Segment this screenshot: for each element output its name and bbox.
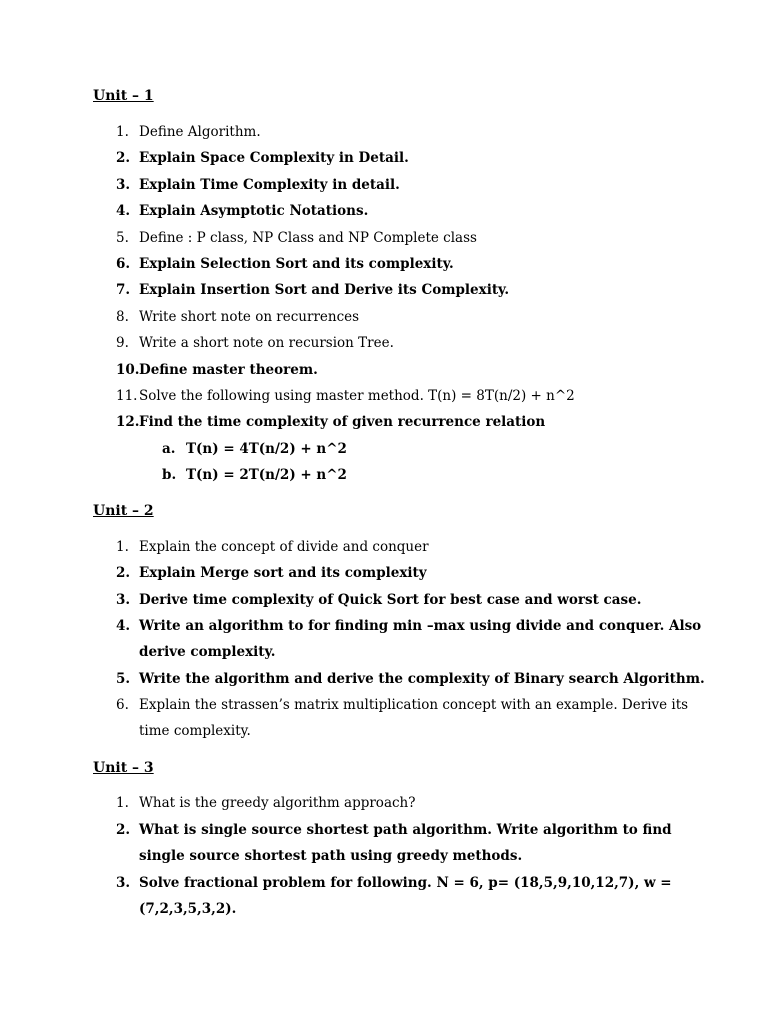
question-text-continued: (7,2,3,5,3,2). xyxy=(139,901,237,917)
question-text: Explain Insertion Sort and Derive its Complexity. xyxy=(139,282,510,298)
subitem-text: T(n) = 4T(n/2) + n^2 xyxy=(186,441,347,457)
subitem-text: T(n) = 2T(n/2) + n^2 xyxy=(186,467,347,483)
question-number: 8. xyxy=(116,309,129,325)
question-number: 11. xyxy=(116,388,138,404)
question-text: Define Algorithm. xyxy=(139,124,261,140)
question-text: Explain Selection Sort and its complexity. xyxy=(139,256,454,272)
question-number: 1. xyxy=(116,795,129,811)
question-number: 6. xyxy=(116,697,129,713)
question-text: Define : P class, NP Class and NP Complete class xyxy=(139,230,477,246)
question-text: Solve fractional problem for following. N = 6, p= (18,5,9,10,12,7), w = xyxy=(139,875,672,891)
question-text: Explain Merge sort and its complexity xyxy=(139,565,427,581)
question-number: 9. xyxy=(116,335,129,351)
unit-3-heading: Unit – 3 xyxy=(93,760,154,776)
question-text: Solve the following using master method. T(n) = 8T(n/2) + n^2 xyxy=(139,388,575,404)
subitem-letter: b. xyxy=(162,467,177,483)
question-text: Write the algorithm and derive the complexity of Binary search Algorithm. xyxy=(139,671,705,687)
question-number: 2. xyxy=(116,822,131,838)
question-text: Explain the strassen’s matrix multiplication concept with an example. Derive its xyxy=(139,697,689,713)
question-number: 6. xyxy=(116,256,131,272)
question-text: Write short note on recurrences xyxy=(139,309,360,325)
unit-1-heading: Unit – 1 xyxy=(93,88,154,104)
question-text: What is the greedy algorithm approach? xyxy=(139,795,416,811)
question-text: Explain Asymptotic Notations. xyxy=(139,203,369,219)
question-text: Find the time complexity of given recurrence relation xyxy=(139,414,546,430)
question-text: Define master theorem. xyxy=(139,362,318,378)
question-number: 5. xyxy=(116,671,131,687)
question-number: 2. xyxy=(116,565,131,581)
question-number: 1. xyxy=(116,124,129,140)
question-number: 3. xyxy=(116,177,131,193)
question-number: 5. xyxy=(116,230,129,246)
question-text: Derive time complexity of Quick Sort for best case and worst case. xyxy=(139,592,642,608)
question-text-continued: time complexity. xyxy=(139,723,251,739)
question-number: 3. xyxy=(116,592,131,608)
question-text: What is single source shortest path algorithm. Write algorithm to find xyxy=(139,822,672,838)
subitem-letter: a. xyxy=(162,441,176,457)
question-text-continued: single source shortest path using greedy methods. xyxy=(139,848,523,864)
question-number: 12. xyxy=(116,414,140,430)
unit-2-heading: Unit – 2 xyxy=(93,503,154,519)
question-number: 4. xyxy=(116,618,131,634)
question-text: Write a short note on recursion Tree. xyxy=(139,335,394,351)
question-number: 4. xyxy=(116,203,131,219)
question-text: Explain Time Complexity in detail. xyxy=(139,177,400,193)
question-text: Explain Space Complexity in Detail. xyxy=(139,150,409,166)
question-number: 1. xyxy=(116,539,129,555)
question-number: 10. xyxy=(116,362,140,378)
question-text: Write an algorithm to for finding min –max using divide and conquer. Also xyxy=(139,618,702,634)
question-number: 3. xyxy=(116,875,131,891)
question-number: 7. xyxy=(116,282,131,298)
question-number: 2. xyxy=(116,150,131,166)
question-text: Explain the concept of divide and conquer xyxy=(139,539,429,555)
question-text-continued: derive complexity. xyxy=(139,644,276,660)
